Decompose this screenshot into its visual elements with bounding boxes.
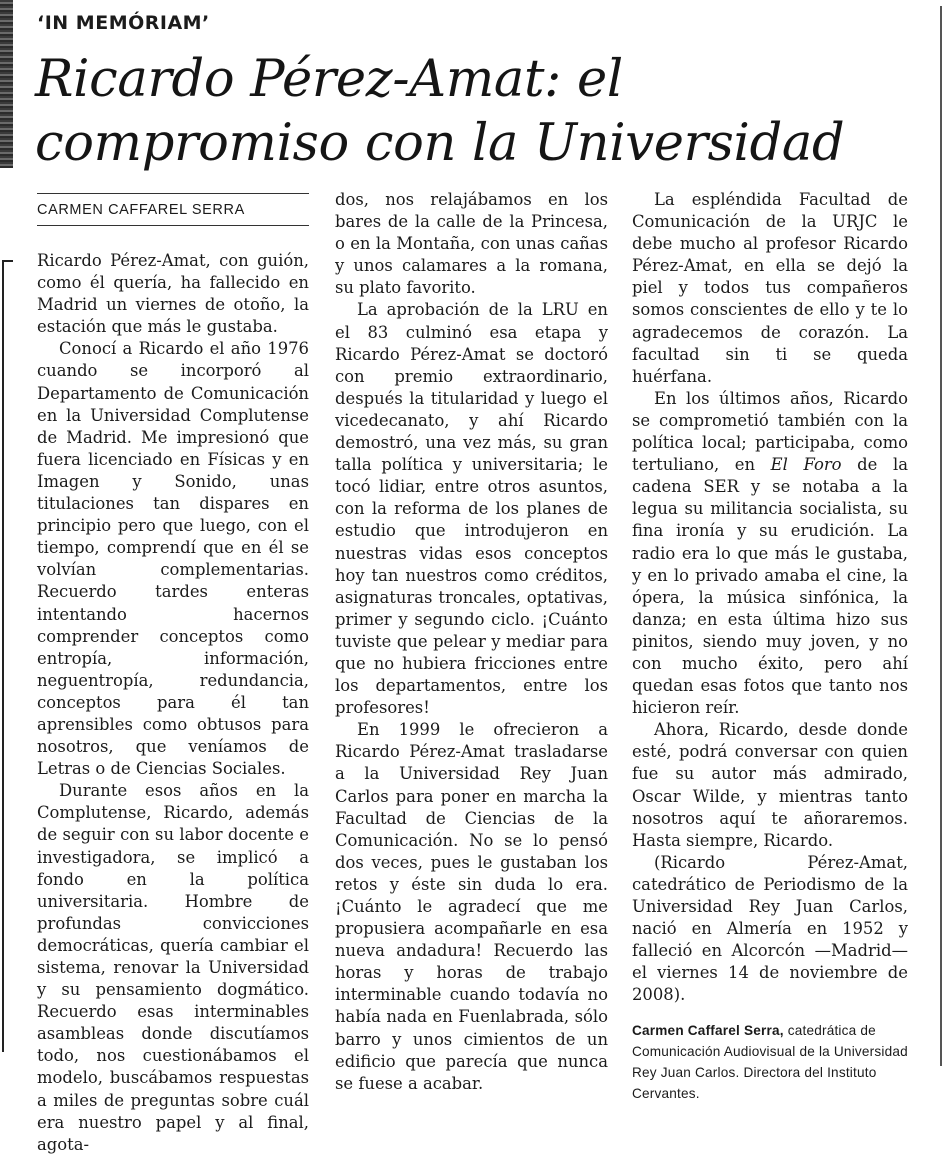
paragraph: En 1999 le ofrecieron a Ricardo Pérez-Amat trasladarse a la Universidad Rey Juan Carlos para poner en marcha la Facultad de Ciencias de la Comunicación. No se lo pensó dos veces, pues le gustaban los retos y éste sin duda lo era. ¡Cuánto le agradecí que me propusiera acompañarle en esa nueva andadura! Recuerdo las horas y horas de trabajo interminable cuando todavía no había nada en Fuenlabrada, sólo barro y unos cimientos de un edificio que parecía que nunca se fuese a acabar. xyxy=(335,720,608,1093)
paragraph-text: de la cadena SER y se notaba a la legua su militancia socialista, su fina ironía y su erudición. La radio era lo que más le gustaba, y en lo privado amaba el cine, la ópera, la música sinfónica, la danza; en esta última hizo sus pinitos, siendo muy joven, y no con mucho éxito, pero ahí quedan esas fotos que tanto nos hicieron reír. xyxy=(632,455,908,718)
paragraph: Conocí a Ricardo el año 1976 cuando se incorporó al Departamento de Comunicación en la Universidad Complutense de Madrid. Me impresionó que fuera licenciado en Físicas y en Imagen y Sonido, unas titulaciones tan dispares en principio pero que luego, con el tiempo, comprendí que en él se volvían complementarias. Recuerdo tardes enteras intentando hacernos comprender conceptos como entropía, información, neguentropía, redundancia, conceptos para él tan aprensibles como obtusos para nosotros, que veníamos de Letras o de Ciencias Sociales. xyxy=(37,339,309,779)
paragraph: Durante esos años en la Complutense, Ricardo, además de seguir con su labor docente e investigadora, se implicó a fondo en la política universitaria. Hombre de profundas convicciones democráticas, quería cambiar el sistema, renovar la Universidad y su pensamiento dogmático. Recuerdo esas interminables asambleas donde discutíamos todo, nos cuestionábamos el modelo, buscábamos respuestas a miles de preguntas sobre cuál era nuestro papel y al final, agota- xyxy=(37,781,309,1154)
paragraph: La espléndida Facultad de Comunicación de la URJC le debe mucho al profesor Ricardo Pérez-Amat, en ella se dejó la piel y todos tus compañeros somos conscientes de ello y te lo agradecemos de corazón. La facultad sin ti se queda huérfana. xyxy=(632,190,908,386)
author-byline: CARMEN CAFFAREL SERRA xyxy=(37,193,309,226)
article-headline xyxy=(35,48,935,176)
left-frame-rule xyxy=(2,260,13,1052)
author-bio-text: catedrática de Comunicación Audiovisual de la Universidad Rey Juan Carlos. Directora del Instituto Cervantes. xyxy=(632,1023,908,1102)
paragraph: Ricardo Pérez-Amat, con guión, como él quería, ha fallecido en Madrid un viernes de otoño, la estación que más le gustaba. xyxy=(37,251,309,337)
program-title: El Foro xyxy=(770,455,842,475)
right-frame-rule xyxy=(940,6,942,1066)
headline-line-2: compromiso con la Universidad xyxy=(35,114,845,173)
author-bio xyxy=(632,1020,908,1104)
paragraph: La aprobación de la LRU en el 83 culminó esa etapa y Ricardo Pérez-Amat se doctoró con premio extraordinario, después la titularidad y luego el vicedecanato, y ahí Ricardo demostró, una vez más, su gran talla política y universitaria; le tocó lidiar, entre otros asuntos, con la reforma de los planes de estudio que introdujeron en nuestras vidas esos conceptos hoy tan nuestros como créditos, asignaturas troncales, optativas, primer y segundo ciclo. ¡Cuánto tuviste que pelear y mediar para que no hubiera fricciones entre los departamentos, entre los profesores! xyxy=(335,300,608,718)
author-bio-name: Carmen Caffarel Serra, xyxy=(632,1023,784,1039)
paragraph-text: En los últimos años, Ricardo se comprometió también con la política local; participaba, como tertuliano, en xyxy=(632,388,908,475)
paragraph xyxy=(632,388,908,719)
article-column-1 xyxy=(37,185,309,1156)
paragraph: Ahora, Ricardo, desde donde esté, podrá conversar con quien fue su autor más admirado, Oscar Wilde, y mientras tanto nosotros aquí te añoraremos. Hasta siempre, Ricardo. xyxy=(632,720,908,850)
scan-edge-mark xyxy=(0,0,13,168)
paragraph: dos, nos relajábamos en los bares de la calle de la Princesa, o en la Montaña, con unas cañas y unos calamares a la romana, su plato favorito. xyxy=(335,190,608,298)
paragraph: (Ricardo Pérez-Amat, catedrático de Periodismo de la Universidad Rey Juan Carlos, nació en Almería en 1952 y falleció en Alcorcón —Madrid— el viernes 14 de noviembre de 2008). xyxy=(632,852,908,1005)
article-column-2 xyxy=(335,189,608,1095)
section-kicker: ‘IN MEMÓRIAM’ xyxy=(37,12,210,34)
headline-line-1: Ricardo Pérez-Amat: el xyxy=(35,50,623,109)
article-column-3 xyxy=(632,189,908,1104)
